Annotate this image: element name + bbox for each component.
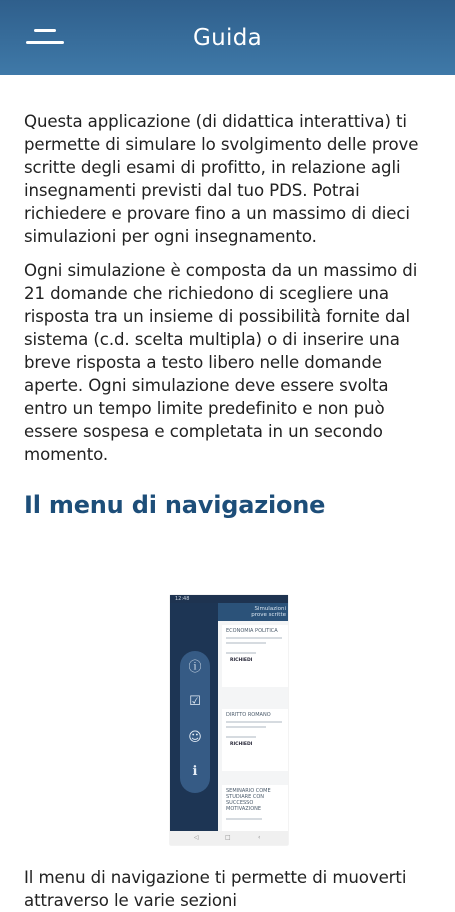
phone-nav-bar bbox=[170, 831, 288, 845]
guide-content bbox=[24, 110, 424, 541]
recent-icon: ‹ bbox=[258, 834, 261, 841]
navigation-paragraph: Il menu di navigazione ti permette di muoverti attraverso le varie sezioni bbox=[24, 868, 407, 910]
phone-nav-rail bbox=[180, 651, 210, 793]
phone-status-bar bbox=[170, 595, 288, 603]
phone-course-card bbox=[222, 625, 288, 687]
page-title: Guida bbox=[193, 24, 262, 51]
navigation-menu-screenshot bbox=[170, 595, 288, 845]
home-icon: □ bbox=[225, 834, 231, 841]
phone-card-tag: RICHIEDI bbox=[230, 742, 253, 747]
phone-card-tag: RICHIEDI bbox=[230, 658, 253, 663]
phone-header-text: Simulazioni prove scritte bbox=[251, 606, 286, 618]
person-icon: ☺ bbox=[188, 730, 202, 745]
intro-paragraph: Questa applicazione (di didattica interattiva) ti permette di simulare lo svolgimento delle prove scritte degli esami di profitto, in relazione agli insegnamenti previsti dal tuo PDS. Potrai richiedere e provare fino a un massimo di dieci simulazioni per ogni insegnamento. bbox=[24, 112, 419, 246]
help-icon: ⓘ bbox=[188, 660, 202, 675]
checkbox-icon: ☑ bbox=[189, 694, 201, 709]
simulation-paragraph: Ogni simulazione è composta da un massimo di 21 domande che richiedono di scegliere una risposta tra un insieme di possibilità fornite dal sistema (c.d. scelta multipla) o di inserire una breve risposta a testo libero nelle domande aperte. Ogni simulazione deve essere svolta entro un tempo limite predefinito e non può essere sospesa e completata in un secondo momento. bbox=[24, 261, 418, 464]
phone-card-title: DIRITTO ROMANO bbox=[226, 712, 271, 718]
phone-course-card bbox=[222, 785, 288, 831]
info-icon: ℹ bbox=[192, 764, 198, 779]
phone-drawer bbox=[170, 603, 218, 831]
phone-status-time: 12:48 bbox=[175, 596, 190, 602]
phone-course-card bbox=[222, 709, 288, 771]
section-title-navigation-menu: Il menu di navigazione bbox=[24, 491, 326, 519]
back-icon: ◁ bbox=[194, 834, 199, 841]
hamburger-menu-icon[interactable] bbox=[26, 26, 66, 50]
app-bar bbox=[0, 0, 455, 75]
phone-card-title: ECONOMIA POLITICA bbox=[226, 628, 278, 634]
phone-card-title: SEMINARIO COME STUDIARE CON SUCCESSO MOTIVAZIONE bbox=[226, 788, 271, 812]
